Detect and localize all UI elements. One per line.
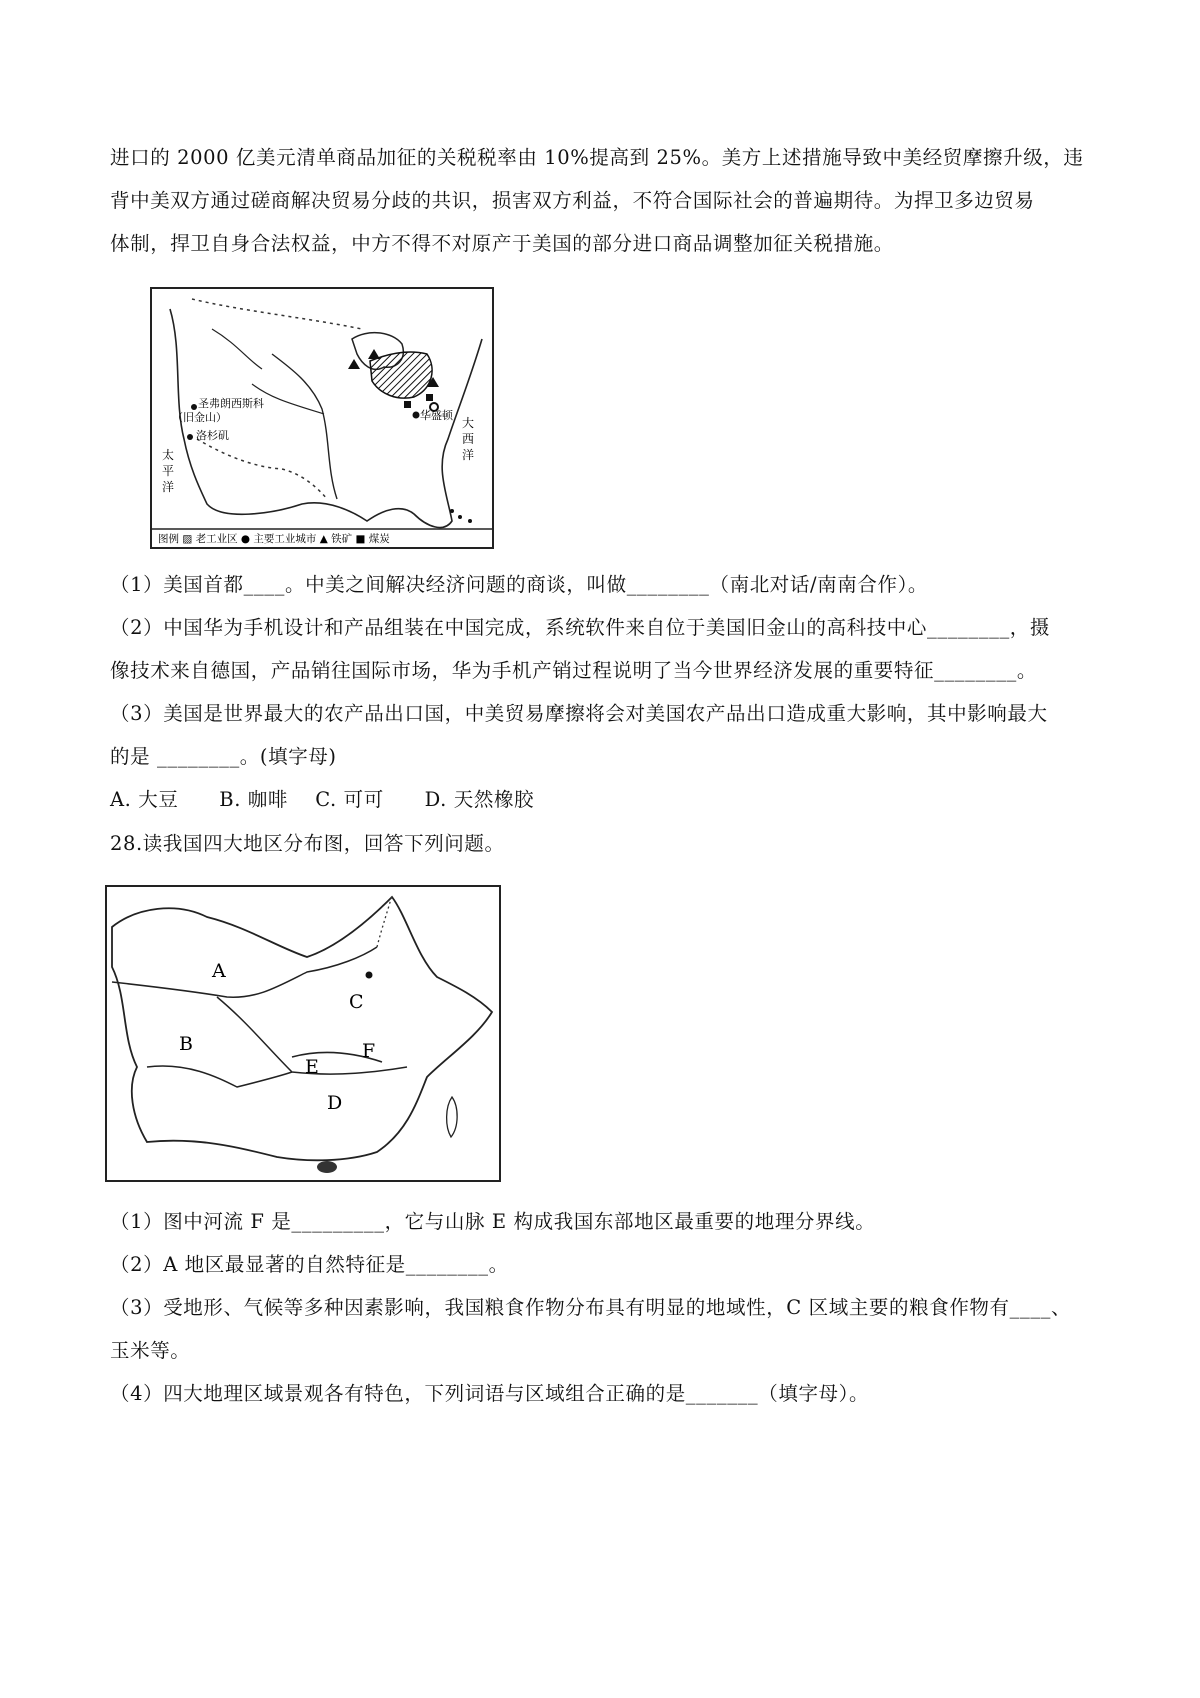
us-map — [150, 287, 494, 549]
us-map-drawing — [152, 289, 492, 547]
intro-line-2: 背中美双方通过磋商解决贸易分歧的共识，损害双方利益，不符合国际社会的普遍期待。为捍卫多边贸易 — [110, 189, 1035, 212]
label-atlantic-1: 大 — [462, 416, 475, 430]
region-label-e: E — [305, 1056, 319, 1078]
q28-title: 28.读我国四大地区分布图，回答下列问题。 — [110, 832, 505, 855]
q28-3-line1: （3）受地形、气候等多种因素影响，我国粮食作物分布具有明显的地域性，C 区域主要的粮食作物有____、 — [110, 1296, 1072, 1319]
china-map — [105, 885, 501, 1182]
label-pacific-1: 太 — [162, 448, 175, 462]
region-label-a: A — [212, 960, 226, 982]
label-pacific-3: 洋 — [162, 480, 175, 494]
q27-2-line2: 像技术来自德国，产品销往国际市场，华为手机产销过程说明了当今世界经济发展的重要特征________。 — [110, 659, 1038, 682]
label-san-francisco: 圣弗朗西斯科 — [198, 397, 264, 410]
region-label-f: F — [362, 1040, 376, 1062]
china-map-drawing — [107, 887, 499, 1180]
label-atlantic-3: 洋 — [462, 448, 475, 462]
intro-line-1: 进口的 2000 亿美元清单商品加征的关税税率由 10%提高到 25%。美方上述措施导致中美经贸摩擦升级，违 — [110, 146, 1084, 169]
region-label-c: C — [349, 991, 364, 1013]
q28-4: （4）四大地理区域景观各有特色，下列词语与区域组合正确的是_______（填字母）。 — [110, 1382, 870, 1405]
us-map-legend: 图例 ▨ 老工业区 ● 主要工业城市 ▲ 铁矿 ■ 煤炭 — [158, 533, 390, 545]
q27-3-line2: 的是 ________。(填字母) — [110, 745, 337, 768]
label-pacific-2: 平 — [162, 464, 175, 478]
intro-line-3: 体制，捍卫自身合法权益，中方不得不对原产于美国的部分进口商品调整加征关税措施。 — [110, 232, 894, 255]
q27-options: A. 大豆 B. 咖啡 C. 可可 D. 天然橡胶 — [110, 788, 535, 811]
q28-1: （1）图中河流 F 是_________，它与山脉 E 构成我国东部地区最重要的地理分界线。 — [110, 1210, 876, 1233]
label-washington: 华盛顿 — [420, 409, 453, 422]
label-atlantic-2: 西 — [462, 432, 475, 446]
q27-2-line1: （2）中国华为手机设计和产品组装在中国完成，系统软件来自位于美国旧金山的高科技中心________，摄 — [110, 616, 1051, 639]
region-label-d: D — [327, 1092, 343, 1114]
label-los-angeles: 洛杉矶 — [196, 429, 229, 442]
q28-3-line2: 玉米等。 — [110, 1339, 191, 1362]
region-label-b: B — [179, 1033, 193, 1055]
label-old-gold-mountain: （旧金山） — [172, 411, 227, 424]
q27-1: （1）美国首都____。中美之间解决经济问题的商谈，叫做________（南北对话/南南合作）。 — [110, 573, 929, 596]
q27-3-line1: （3）美国是世界最大的农产品出口国，中美贸易摩擦将会对美国农产品出口造成重大影响，其中影响最大 — [110, 702, 1048, 725]
q28-2: （2）A 地区最显著的自然特征是________。 — [110, 1253, 509, 1276]
